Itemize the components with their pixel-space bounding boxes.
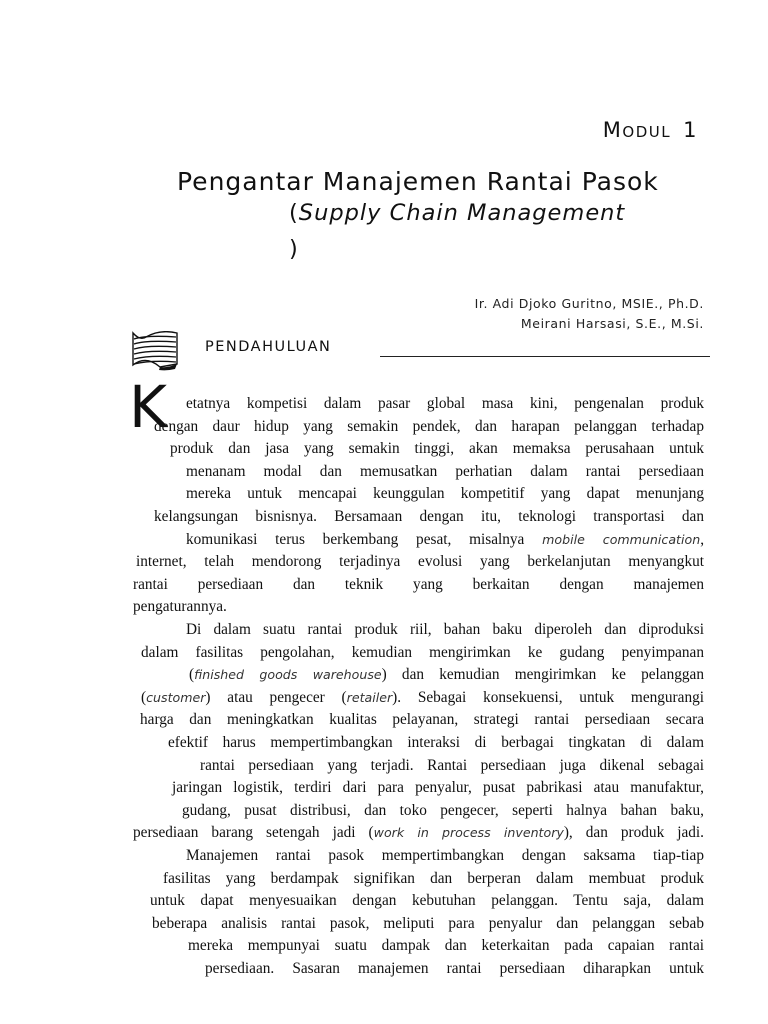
body-text-segment: efektif harus mempertimbangkan interaksi di berbagai tingkatan di dalam — [168, 734, 704, 751]
body-line — [186, 529, 704, 551]
body-text-segment: dalam fasilitas pengolahan, kemudian mengirimkan ke gudang penyimpanan — [141, 643, 704, 661]
body-line — [136, 551, 704, 573]
english-term: finished goods warehouse — [194, 667, 382, 683]
body-text-segment: ( — [189, 666, 195, 684]
body-text-segment: mereka mempunyai suatu dampak dan keterkaitan pada capaian rantai — [188, 937, 704, 955]
body-line — [200, 755, 704, 777]
subtitle-english-term: Supply Chain Management — [298, 200, 626, 226]
body-text-segment: dengan daur hidup yang semakin pendek, dan harapan pelanggan terhadap — [154, 417, 704, 435]
english-term: retailer — [346, 689, 393, 705]
body-text-segment: ). Sebagai konsekuensi, untuk mengurangi — [392, 688, 704, 706]
body-text-segment: produk dan jasa yang semakin tinggi, akan memaksa perusahaan untuk — [170, 440, 704, 458]
english-term: mobile communication — [542, 531, 701, 547]
section-heading: PENDAHULUAN — [205, 339, 332, 355]
body-text-segment: etatnya kompetisi dalam pasar global masa kini, pengenalan produk — [186, 395, 704, 412]
body-text-segment: ) atau pengecer ( — [205, 688, 347, 706]
body-line — [141, 687, 704, 709]
body-text-segment: beberapa analisis rantai pasok, meliputi para penyalur dan pelanggan sebab — [152, 914, 704, 932]
body-text-segment: ( — [141, 688, 147, 706]
body-text-segment: fasilitas yang berdampak signifikan dan berperan dalam membuat produk — [163, 869, 704, 887]
subtitle-open-paren: ( — [289, 200, 299, 226]
body-text-segment: kelangsungan bisnisnya. Bersamaan dengan itu, teknologi transportasi dan — [154, 508, 704, 525]
body-line — [133, 822, 704, 844]
body-line — [188, 935, 704, 957]
author-name: Meirani Harsasi, S.E., M.Si. — [520, 316, 704, 331]
body-line — [154, 416, 704, 438]
body-line — [133, 596, 704, 618]
body-text-segment: untuk dapat menyesuaikan dengan kebutuhan pelanggan. Tentu saja, dalam — [150, 892, 704, 910]
body-text-segment: rantai persediaan dan teknik yang berkaitan dengan manajemen — [133, 575, 704, 593]
open-book-icon — [130, 331, 178, 371]
body-text-segment: pengaturannya. — [133, 598, 227, 616]
body-line — [205, 958, 704, 980]
module-label-initial: M — [602, 118, 623, 142]
english-term: customer — [146, 689, 206, 705]
body-text-segment: harga dan meningkatkan kualitas pelayanan, strategi rantai persediaan secara — [140, 711, 704, 729]
module-label-rest: ODUL — [622, 123, 672, 141]
body-text-segment: rantai persediaan yang terjadi. Rantai persediaan juga dikenal sebagai — [200, 756, 704, 774]
body-line — [186, 619, 704, 641]
body-text-segment: mereka untuk mencapai keunggulan kompetitif yang dapat menunjang — [186, 485, 704, 503]
body-line — [170, 438, 704, 460]
body-text-segment: gudang, pusat distribusi, dan toko pengecer, seperti halnya bahan baku, — [182, 801, 704, 819]
body-line — [186, 461, 704, 483]
module-title: Pengantar Manajemen Rantai Pasok — [177, 167, 659, 196]
body-line — [172, 777, 704, 799]
body-text-segment: persediaan barang setengah jadi ( — [133, 824, 374, 842]
body-text-segment: persediaan. Sasaran manajemen rantai persediaan diharapkan untuk — [205, 960, 704, 977]
body-line — [154, 506, 704, 528]
body-line — [163, 868, 704, 890]
body-text-segment: komunikasi terus berkembang pesat, misalnya — [186, 530, 543, 548]
body-line — [150, 890, 704, 912]
body-line — [186, 483, 704, 505]
body-line — [152, 913, 704, 935]
module-number: 1 — [683, 118, 698, 142]
body-text-segment: Manajemen rantai pasok mempertimbangkan dengan saksama tiap-tiap — [186, 847, 704, 864]
body-line — [186, 393, 704, 415]
body-line — [140, 709, 704, 731]
body-text-segment: , — [700, 530, 705, 548]
section-heading-rule — [380, 356, 710, 357]
body-text-segment: Di dalam suatu rantai produk riil, bahan baku diperoleh dan diproduksi — [186, 621, 704, 638]
body-text-segment: jaringan logistik, terdiri dari para penyalur, pusat pabrikasi atau manufaktur, — [172, 779, 704, 797]
body-text-segment: ), dan produk jadi. — [563, 824, 704, 842]
author-name: Ir. Adi Djoko Guritno, MSIE., Ph.D. — [474, 296, 704, 311]
body-line — [182, 800, 704, 822]
body-text-segment: ) dan kemudian mengirimkan ke pelanggan — [381, 666, 704, 684]
module-label — [603, 118, 698, 142]
subtitle-close-paren: ) — [289, 236, 298, 262]
author-list — [475, 294, 704, 334]
english-term: work in process inventory — [373, 825, 564, 841]
module-subtitle — [289, 200, 625, 226]
body-line — [186, 845, 704, 867]
body-line — [133, 574, 704, 596]
body-text-segment: internet, telah mendorong terjadinya evolusi yang berkelanjutan menyangkut — [136, 553, 704, 571]
drop-cap: K — [129, 373, 168, 441]
body-line — [141, 642, 704, 664]
body-line — [189, 664, 704, 686]
body-line — [168, 732, 704, 754]
body-text-segment: menanam modal dan memusatkan perhatian dalam rantai persediaan — [186, 462, 704, 480]
